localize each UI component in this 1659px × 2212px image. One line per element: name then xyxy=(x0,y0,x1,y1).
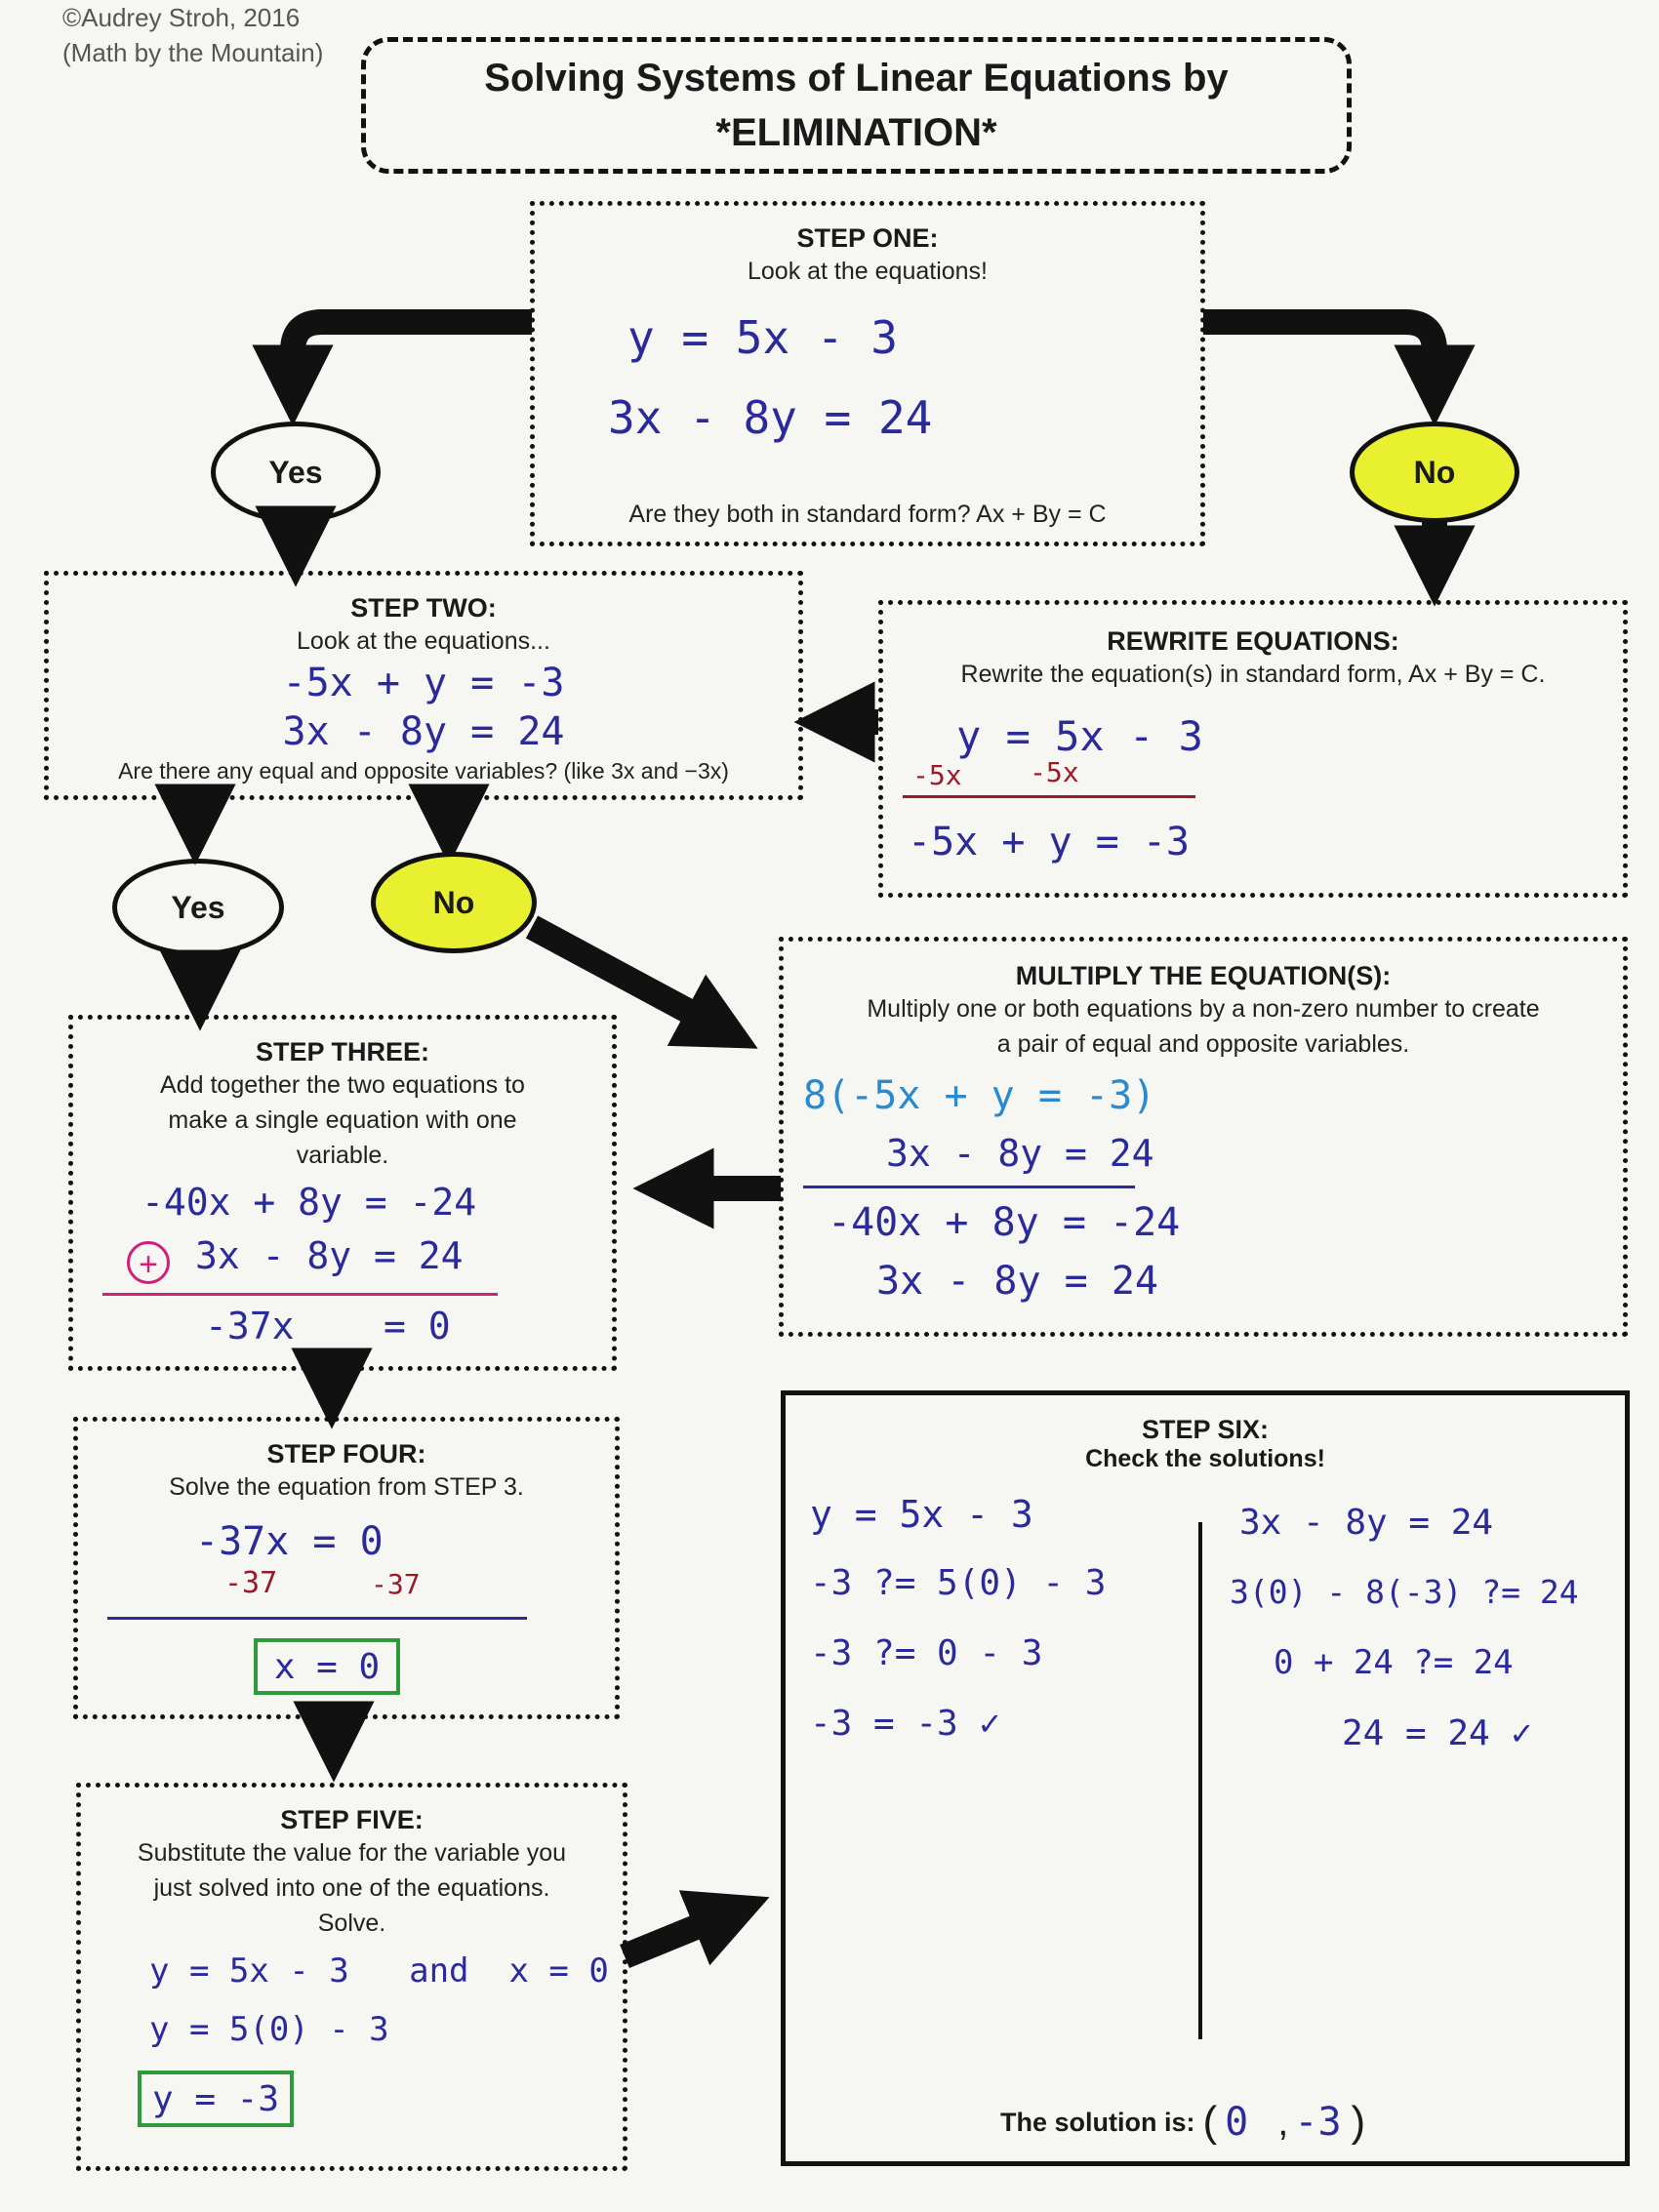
step-two-eq1: -5x + y = -3 xyxy=(282,661,565,705)
check-left-line: y = 5x - 3 xyxy=(810,1493,1033,1536)
check-left-line: -3 = -3 ✓ xyxy=(810,1704,1001,1744)
multiply-text-2: a pair of equal and opposite variables. xyxy=(996,1030,1410,1058)
step-five-box xyxy=(76,1783,627,2171)
step-three-eq2: 3x - 8y = 24 xyxy=(195,1234,464,1277)
step-three-eq1: -40x + 8y = -24 xyxy=(142,1181,477,1224)
rewrite-eq: y = 5x - 3 xyxy=(956,712,1203,760)
step-two-question: Are there any equal and opposite variables? (like 3x and −3x) xyxy=(118,758,729,784)
multiply-res2: 3x - 8y = 24 xyxy=(876,1259,1158,1304)
solution-y: -3 xyxy=(1294,2100,1342,2145)
step-two-eq2: 3x - 8y = 24 xyxy=(282,709,565,754)
arrow-step1-no xyxy=(1203,322,1435,385)
arrow-step5-step6 xyxy=(625,1912,732,1956)
step-three-text-3: variable. xyxy=(296,1142,389,1169)
check-right-line: 24 = 24 ✓ xyxy=(1342,1713,1533,1753)
step-two-subtitle: Look at the equations... xyxy=(297,627,550,655)
step-four-box xyxy=(73,1417,620,1719)
step-two-heading: STEP TWO: xyxy=(350,593,497,623)
rewrite-text: Rewrite the equation(s) in standard form, Ax + By = C. xyxy=(960,661,1546,688)
step-three-divider xyxy=(102,1293,498,1296)
step-one-eq2: 3x - 8y = 24 xyxy=(608,391,933,444)
step-five-text-1: Substitute the value for the variable you xyxy=(137,1839,567,1867)
check-left-line: -3 ?= 5(0) - 3 xyxy=(810,1563,1107,1603)
step-four-divider xyxy=(107,1617,527,1620)
step-four-text: Solve the equation from STEP 3. xyxy=(169,1473,524,1501)
multiply-heading: MULTIPLY THE EQUATION(S): xyxy=(1015,961,1392,990)
rewrite-divider xyxy=(903,795,1195,798)
step-one-box xyxy=(530,201,1205,546)
yes-oval-2: Yes xyxy=(112,859,284,956)
step-five-answer: y = -3 xyxy=(138,2071,294,2127)
step-four-eq: -37x = 0 xyxy=(195,1519,384,1564)
rewrite-sub-left: -5x xyxy=(912,759,962,791)
check-right-line: 3(0) - 8(-3) ?= 24 xyxy=(1230,1573,1579,1611)
multiply-eq1: 8(-5x + y = -3) xyxy=(803,1073,1156,1118)
step-three-result: -37x = 0 xyxy=(205,1305,451,1347)
no-oval-2: No xyxy=(371,852,537,953)
multiply-box xyxy=(779,937,1628,1337)
solution-row: The solution is: ( 0 , -3 ) xyxy=(1000,2098,1366,2146)
step-four-div-left: -37 xyxy=(224,1566,278,1600)
title-line-2: *ELIMINATION* xyxy=(715,111,997,154)
step-three-text-2: make a single equation with one xyxy=(168,1106,517,1134)
step-six-heading: STEP SIX: xyxy=(1141,1415,1270,1444)
step-three-box xyxy=(68,1015,617,1371)
step-four-div-right: -37 xyxy=(371,1568,421,1600)
rewrite-box xyxy=(878,600,1628,898)
title-line-1: Solving Systems of Linear Equations by xyxy=(484,57,1229,100)
step-six-right-column xyxy=(1230,1503,1579,1784)
step-one-subtitle: Look at the equations! xyxy=(747,258,989,285)
multiply-divider xyxy=(803,1186,1135,1188)
yes-oval-1: Yes xyxy=(211,422,381,523)
step-five-line1: y = 5x - 3 and x = 0 xyxy=(149,1951,609,1991)
copyright-text: ©Audrey Stroh, 2016 (Math by the Mountain) xyxy=(62,3,324,67)
check-right-line: 0 + 24 ?= 24 xyxy=(1274,1643,1514,1682)
step-five-heading: STEP FIVE: xyxy=(280,1805,424,1834)
step-three-heading: STEP THREE: xyxy=(255,1037,430,1066)
step-four-answer: x = 0 xyxy=(254,1638,400,1695)
step-five-line2: y = 5(0) - 3 xyxy=(149,2010,389,2049)
arrow-step1-yes xyxy=(293,322,532,385)
check-right-line: 3x - 8y = 24 xyxy=(1239,1503,1494,1543)
step-one-question: Are they both in standard form? Ax + By = C xyxy=(628,501,1107,528)
step-one-eq1: y = 5x - 3 xyxy=(627,311,898,364)
step-three-text-1: Add together the two equations to xyxy=(160,1071,525,1099)
step-six-divider xyxy=(1198,1522,1202,2039)
no-oval-1: No xyxy=(1350,422,1519,523)
multiply-eq2: 3x - 8y = 24 xyxy=(886,1132,1154,1175)
step-two-box xyxy=(44,571,803,800)
step-five-text-2: just solved into one of the equations. xyxy=(153,1874,550,1902)
multiply-text-1: Multiply one or both equations by a non-zero number to create xyxy=(867,995,1540,1023)
multiply-res1: -40x + 8y = -24 xyxy=(828,1200,1181,1245)
step-five-text-3: Solve. xyxy=(317,1910,386,1937)
solution-label: The solution is: xyxy=(1000,2107,1195,2137)
step-four-heading: STEP FOUR: xyxy=(266,1439,426,1468)
rewrite-heading: REWRITE EQUATIONS: xyxy=(1107,626,1399,656)
rewrite-sub-right: -5x xyxy=(1030,756,1079,788)
step-six-subtitle: Check the solutions! xyxy=(1085,1445,1325,1472)
step-six-box xyxy=(781,1390,1630,2166)
step-one-heading: STEP ONE: xyxy=(796,223,939,253)
solution-x: 0 xyxy=(1225,2100,1249,2145)
plus-circle-icon: + xyxy=(127,1241,170,1284)
step-six-left-column xyxy=(810,1493,1106,1774)
check-left-line: -3 ?= 0 - 3 xyxy=(810,1633,1043,1673)
rewrite-result: -5x + y = -3 xyxy=(908,820,1190,865)
